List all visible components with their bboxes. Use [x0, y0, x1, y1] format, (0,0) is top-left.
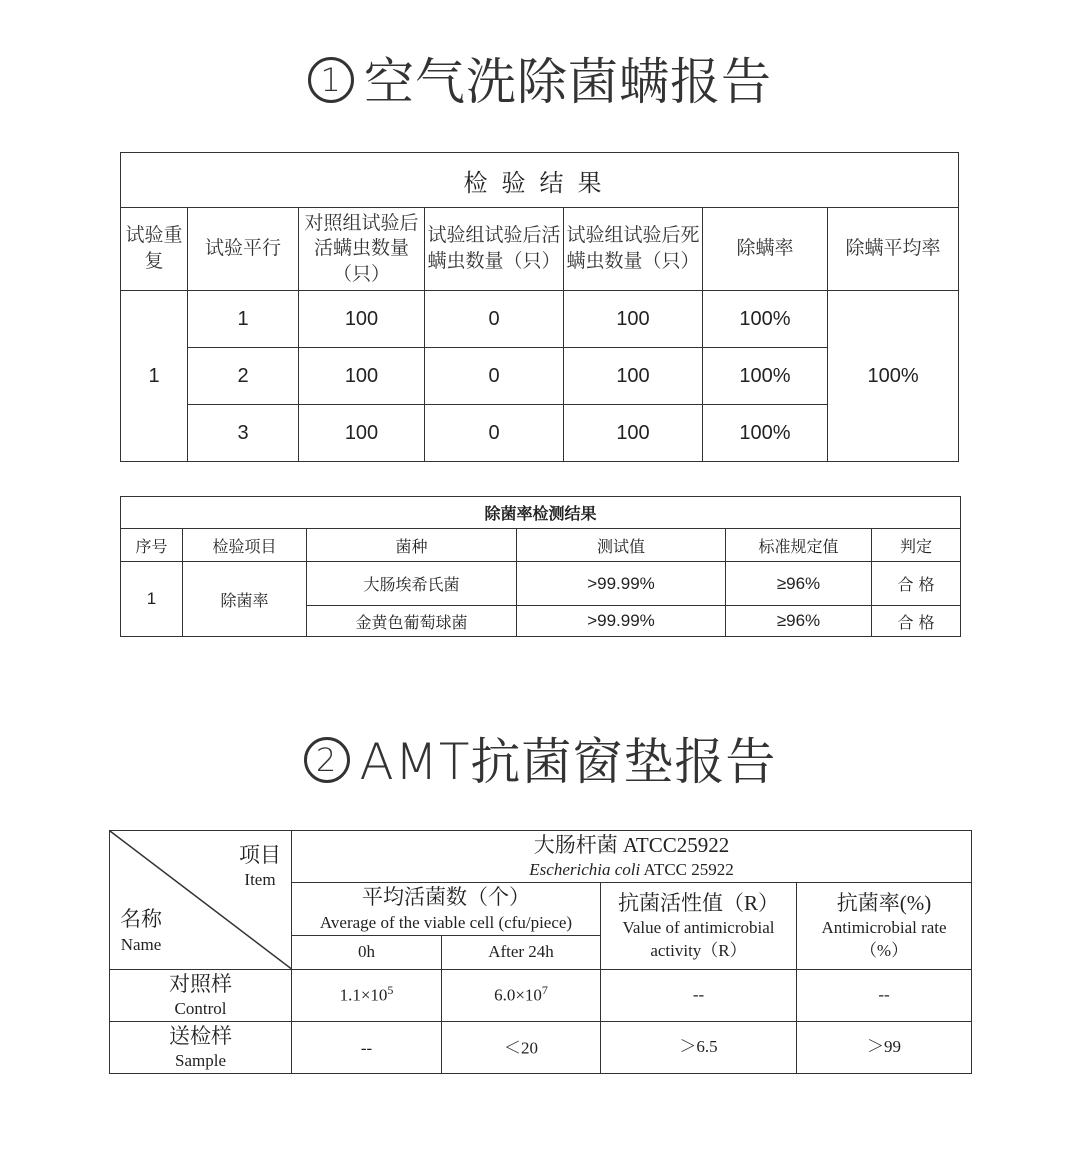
corner-name-label — [120, 905, 162, 956]
row-name-en: Control — [174, 998, 227, 1018]
value-0h — [292, 1021, 442, 1073]
corner-name-cn: 名称 — [120, 907, 162, 932]
value-24h-exp: 7 — [541, 983, 548, 998]
corner-item-en: Item — [244, 870, 276, 890]
activity-value: -- — [601, 969, 797, 1021]
mite-table-caption: 检验结果 — [121, 153, 959, 208]
header-item: 检验项目 — [183, 529, 307, 562]
circled-number-1: 1 — [308, 57, 354, 103]
parallel-cell: 1 — [188, 291, 299, 348]
table-row — [110, 969, 972, 1021]
table-row — [121, 562, 961, 606]
mite-removal-table — [120, 152, 959, 462]
rate-unit: （%） — [859, 941, 909, 961]
standard-cell: ≥96% — [726, 606, 872, 637]
corner-name-en: Name — [120, 934, 162, 954]
no-value: 1 — [121, 562, 183, 637]
value-24h — [442, 969, 601, 1021]
test-live-cell: 0 — [425, 405, 564, 462]
activity-value: ＞6.5 — [601, 1021, 797, 1073]
rate-value: ＞99 — [797, 1021, 972, 1073]
table-row — [121, 291, 959, 348]
corner-item-label — [239, 841, 281, 892]
value-24h-base: ＜20 — [504, 1038, 538, 1058]
circled-number-2: 2 — [304, 737, 350, 783]
strain-en-italic: Escherichia coli — [529, 860, 641, 880]
rate-value: -- — [797, 969, 972, 1021]
control-live-cell: 100 — [299, 405, 425, 462]
test-value-cell: >99.99% — [517, 606, 726, 637]
row-name-cn: 对照样 — [169, 971, 232, 996]
judgement-cell: 合 格 — [872, 606, 961, 637]
amt-antibacterial-table — [109, 830, 972, 1074]
activity-header — [601, 883, 797, 969]
section-1-title — [0, 42, 1080, 114]
avg-viable-header — [292, 883, 601, 935]
header-control-live: 对照组试验后活螨虫数量（只） — [299, 208, 425, 291]
parallel-cell: 3 — [188, 405, 299, 462]
value-24h — [442, 1021, 601, 1073]
header-test-value: 测试值 — [517, 529, 726, 562]
bacteria-removal-table — [120, 496, 961, 637]
header-rate: 除螨率 — [703, 208, 828, 291]
rate-en: Antimicrobial rate — [821, 918, 947, 938]
repeat-value: 1 — [121, 291, 188, 462]
table-row — [110, 1021, 972, 1073]
rate-cell: 100% — [703, 348, 828, 405]
row-name-en: Sample — [175, 1051, 226, 1071]
col-24h: After 24h — [442, 935, 601, 969]
value-0h-base: -- — [360, 1038, 373, 1058]
test-dead-cell: 100 — [564, 405, 703, 462]
col-0h: 0h — [292, 935, 442, 969]
row-name — [110, 969, 292, 1021]
parallel-cell: 2 — [188, 348, 299, 405]
strain-cn: 大肠杆菌 ATCC25922 — [533, 833, 730, 857]
test-value-cell: >99.99% — [517, 562, 726, 606]
value-0h-exp: 5 — [387, 983, 394, 998]
strain-cell: 金黄色葡萄球菌 — [307, 606, 517, 637]
strain-cell: 大肠埃希氏菌 — [307, 562, 517, 606]
item-value: 除菌率 — [183, 562, 307, 637]
value-0h — [292, 969, 442, 1021]
bacteria-table-caption: 除菌率检测结果 — [121, 497, 961, 529]
avg-viable-en: Average of the viable cell (cfu/piece) — [319, 912, 573, 932]
test-live-cell: 0 — [425, 291, 564, 348]
control-live-cell: 100 — [299, 291, 425, 348]
section-1-title-text: 空气洗除菌螨报告 — [364, 53, 772, 111]
test-live-cell: 0 — [425, 348, 564, 405]
standard-cell: ≥96% — [726, 562, 872, 606]
row-name-cn: 送检样 — [169, 1023, 232, 1048]
rate-cn: 抗菌率(%) — [836, 890, 932, 915]
value-24h-base: 6.0×10 — [494, 986, 542, 1006]
strain-en-rest: ATCC 25922 — [640, 860, 734, 880]
header-avg-rate: 除螨平均率 — [828, 208, 959, 291]
header-test-dead: 试验组试验后死螨虫数量（只） — [564, 208, 703, 291]
header-standard: 标准规定值 — [726, 529, 872, 562]
strain-header — [292, 831, 972, 883]
section-2-title-text: AMT抗菌窗垫报告 — [359, 733, 777, 791]
test-dead-cell: 100 — [564, 291, 703, 348]
header-judgement: 判定 — [872, 529, 961, 562]
corner-cell — [110, 831, 292, 970]
header-no: 序号 — [121, 529, 183, 562]
activity-en: Value of antimicrobial activity（R） — [622, 918, 775, 961]
header-test-live: 试验组试验后活螨虫数量（只） — [425, 208, 564, 291]
rate-header — [797, 883, 972, 969]
avg-viable-cn: 平均活菌数（个） — [362, 885, 530, 910]
avg-rate-value: 100% — [828, 291, 959, 462]
judgement-cell: 合 格 — [872, 562, 961, 606]
activity-cn: 抗菌活性值（R） — [617, 890, 779, 915]
row-name — [110, 1021, 292, 1073]
value-0h-base: 1.1×10 — [339, 986, 388, 1006]
rate-cell: 100% — [703, 405, 828, 462]
strain-en — [292, 859, 971, 882]
header-strain: 菌种 — [307, 529, 517, 562]
corner-item-cn: 项目 — [239, 843, 281, 867]
header-repeat: 试验重复 — [121, 208, 188, 291]
section-2-title — [0, 722, 1080, 794]
rate-cell: 100% — [703, 291, 828, 348]
header-parallel: 试验平行 — [188, 208, 299, 291]
control-live-cell: 100 — [299, 348, 425, 405]
test-dead-cell: 100 — [564, 348, 703, 405]
